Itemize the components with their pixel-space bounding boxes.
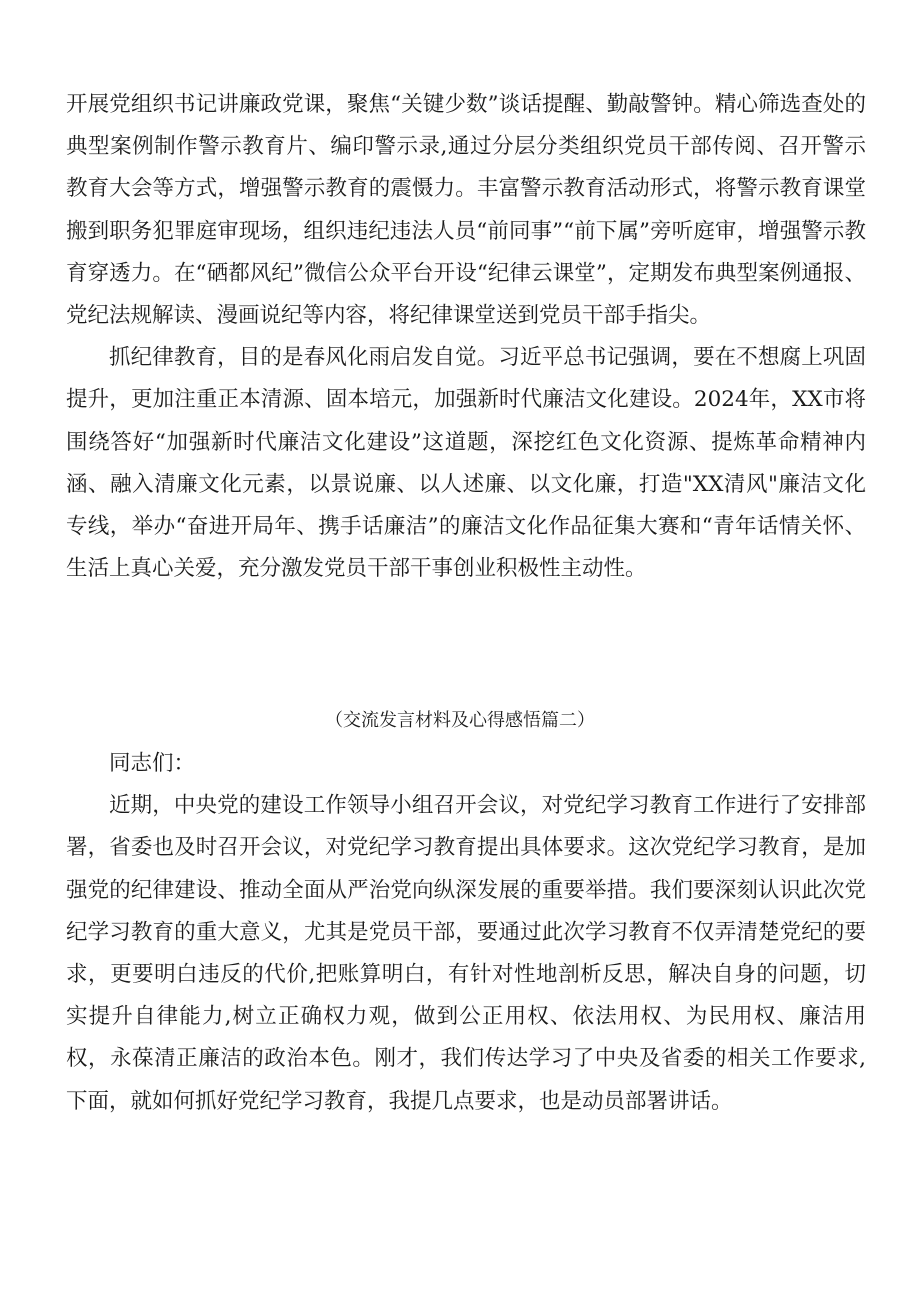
- section-heading: （交流发言材料及心得感悟篇二）: [325, 710, 595, 731]
- paragraph-discipline-study: 近期，中央党的建设工作领导小组召开会议，对党纪学习教育工作进行了安排部署，省委也及时召开会议，对党纪学习教育提出具体要求。这次党纪学习教育，是加强党的纪律建设、推动全面从严治党向纵深发展的重要举措。我们要深刻认识此次党纪学习教育的重大意义，尤其是党员干部，要通过此次学习教育不仅弄清楚党纪的要求，更要明白违反的代价,把账算明白，有针对性地剖析反思，解决自身的问题，切实提升自律能力,树立正确权力观，做到公正用权、依法用权、为民用权、廉洁用权，永葆清正廉洁的政治本色。刚才，我们传达学习了中央及省委的相关工作要求,下面，就如何抓好党纪学习教育，我提几点要求，也是动员部署讲话。: [66, 793, 866, 1114]
- document-body-upper: [66, 84, 866, 590]
- document-body-lower: [66, 743, 866, 1123]
- paragraph-warning-education: 开展党组织书记讲廉政党课，聚焦“关键少数”谈话提醒、勤敲警钟。精心筛选查处的典型案例制作警示教育片、编印警示录,通过分层分类组织党员干部传阅、召开警示教育大会等方式，增强警示教育的震慑力。丰富警示教育活动形式，将警示教育课堂搬到职务犯罪庭审现场，组织违纪违法人员“前同事”“前下属”旁听庭审，增强警示教育穿透力。在“硒都风纪”微信公众平台开设“纪律云课堂”，定期发布典型案例通报、党纪法规解读、漫画说纪等内容，将纪律课堂送到党员干部手指尖。: [66, 92, 866, 329]
- salutation: 同志们：: [109, 751, 196, 776]
- paragraph-integrity-culture: 抓纪律教育，目的是春风化雨启发自觉。习近平总书记强调，要在不想腐上巩固提升，更加注重正本清源、固本培元，加强新时代廉洁文化建设。2024年，XX市将围绕答好“加强新时代廉洁文化建设”这道题，深挖红色文化资源、提炼革命精神内涵、融入清廉文化元素，以景说廉、以人述廉、以文化廉，打造"XX清风"廉洁文化专线，举办“奋进开局年、携手话廉洁”的廉洁文化作品征集大赛和“青年话情关怀、生活上真心关爱，充分激发党员干部干事创业积极性主动性。: [66, 345, 866, 582]
